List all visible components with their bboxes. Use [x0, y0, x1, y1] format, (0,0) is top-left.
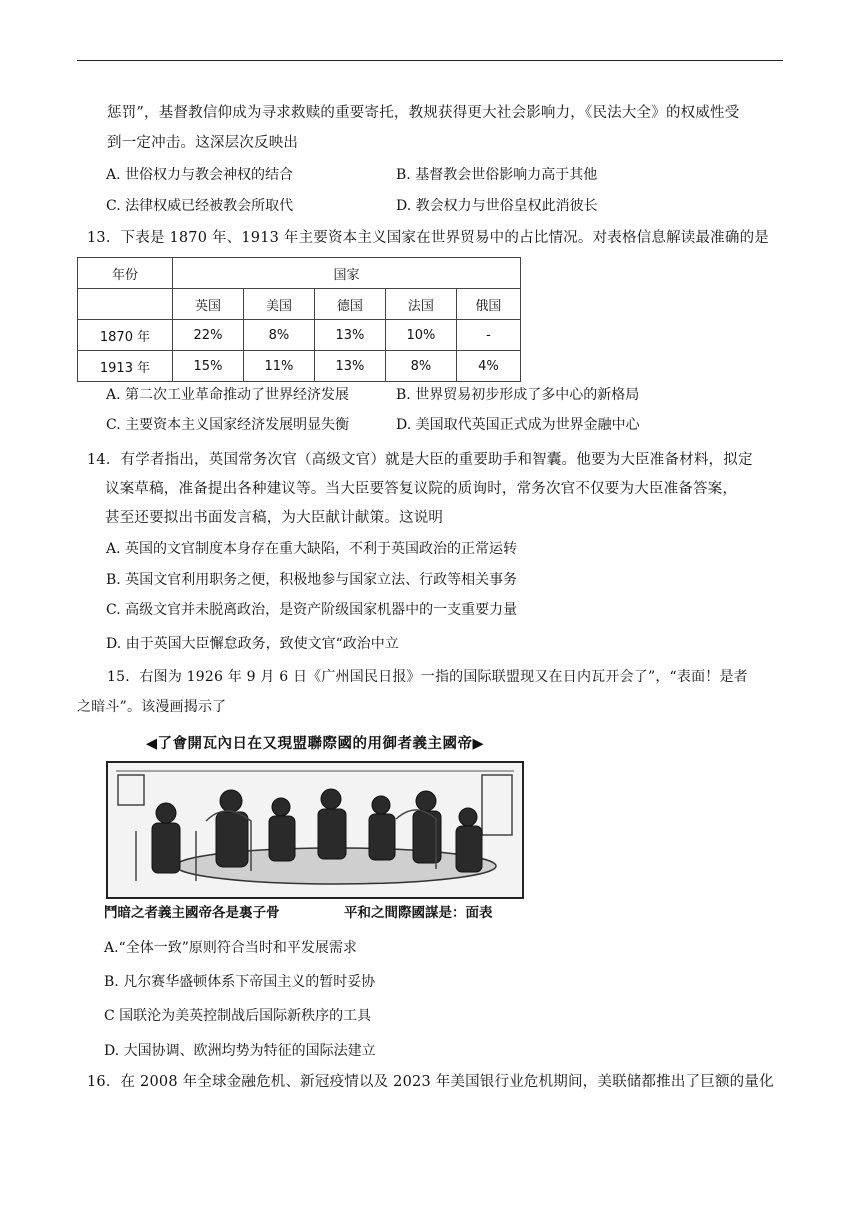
- q13-stem: 13．下表是 1870 年、1913 年主要资本主义国家在世界贸易中的占比情况。对表格信息解读最准确的是: [87, 230, 769, 246]
- cell-value: -: [456, 320, 520, 351]
- q12-option-a[interactable]: A. 世俗权力与教会神权的结合: [106, 167, 294, 183]
- q14-stem-line1: 14．有学者指出，英国常务次官（高级文官）就是大臣的重要助手和智囊。他要为大臣准备材料，拟定: [87, 452, 753, 468]
- q14-option-b[interactable]: B. 英国文官利用职务之便，积极地参与国家立法、行政等相关事务: [106, 572, 518, 588]
- table-row: [78, 320, 521, 351]
- q16-stem-line1: 16．在 2008 年全球金融危机、新冠疫情以及 2023 年美国银行业危机期间，美联储都推出了巨额的量化: [87, 1074, 774, 1090]
- q12-option-d[interactable]: D. 教会权力与世俗皇权此消彼长: [396, 198, 598, 214]
- row-year: 1913 年: [78, 351, 173, 382]
- trade-share-table: [77, 257, 521, 382]
- year-header: 年份: [78, 258, 173, 289]
- cell-value: 22%: [173, 320, 244, 351]
- q13-option-a[interactable]: A. 第二次工业革命推动了世界经济发展: [106, 387, 350, 403]
- cell-value: 8%: [385, 351, 456, 382]
- q15-option-b[interactable]: B. 凡尔赛华盛顿体系下帝国主义的暂时妥协: [104, 974, 376, 990]
- cell-value: 13%: [314, 320, 385, 351]
- cell-value: 4%: [456, 351, 520, 382]
- q14-option-c[interactable]: C. 高级文官并未脱离政治，是资产阶级国家机器中的一支重要力量: [106, 602, 518, 618]
- cell-value: 11%: [243, 351, 314, 382]
- q13-option-d[interactable]: D. 美国取代英国正式成为世界金融中心: [396, 417, 640, 433]
- cartoon-caption-right: 平和之間際國謀是：面表: [344, 905, 493, 921]
- country-uk: 英国: [173, 289, 244, 320]
- country-france: 法国: [385, 289, 456, 320]
- country-germany: 德国: [314, 289, 385, 320]
- header-rule: [77, 60, 783, 61]
- cell-value: 8%: [243, 320, 314, 351]
- q12-stem-line1: 惩罚”，基督教信仰成为寻求救赎的重要寄托，教规获得更大社会影响力，《民法大全》的权威性受: [107, 105, 740, 121]
- q13-option-c[interactable]: C. 主要资本主义国家经济发展明显失衡: [106, 417, 350, 433]
- q14-stem-line3: 甚至还要拟出书面发言稿，为大臣献计献策。这说明: [105, 510, 444, 526]
- q15-stem-line2: 之暗斗”。该漫画揭示了: [77, 699, 227, 715]
- q15-option-d[interactable]: D. 大国协调、欧洲均势为特征的国际法建立: [104, 1043, 376, 1059]
- cell-value: 10%: [385, 320, 456, 351]
- q14-stem-line2: 议案草稿，准备提出各种建议等。当大臣要答复议院的质询时，常务次官不仅要为大臣准备答案，: [105, 481, 738, 497]
- cartoon-top-caption: ◀了會開瓦內日在又現盟聯際國的用御者義主國帝▶: [145, 736, 485, 752]
- table-row: [78, 351, 521, 382]
- row-year: 1870 年: [78, 320, 173, 351]
- q12-option-b[interactable]: B. 基督教会世俗影响力高于其他: [396, 167, 598, 183]
- q15-option-c[interactable]: C 国联沦为美英控制战后国际新秩序的工具: [104, 1008, 372, 1024]
- empty-cell: [78, 289, 173, 320]
- cartoon-caption-left: 鬥暗之者義主國帝各是裏子骨: [104, 905, 280, 921]
- cartoon-illustration: [106, 761, 524, 899]
- cartoon-bottom-caption: [100, 901, 530, 926]
- q14-option-a[interactable]: A. 英国的文官制度本身存在重大缺陷，不利于英国政治的正常运转: [106, 541, 518, 557]
- cell-value: 15%: [173, 351, 244, 382]
- q12-option-c[interactable]: C. 法律权威已经被教会所取代: [106, 198, 294, 214]
- q14-option-d[interactable]: D. 由于英国大臣懈怠政务，致使文官“政治中立: [106, 636, 399, 652]
- q12-stem-line2: 到一定冲击。这深层次反映出: [107, 135, 299, 151]
- q15-option-a[interactable]: A.“全体一致”原则符合当时和平发展需求: [104, 940, 357, 956]
- political-cartoon: [100, 731, 530, 926]
- cell-value: 13%: [314, 351, 385, 382]
- country-header: 国家: [173, 258, 521, 289]
- country-us: 美国: [243, 289, 314, 320]
- country-russia: 俄国: [456, 289, 520, 320]
- q13-option-b[interactable]: B. 世界贸易初步形成了多中心的新格局: [396, 387, 640, 403]
- q15-stem-line1: 15．右图为 1926 年 9 月 6 日《广州国民日报》一指的国际联盟现又在日内瓦开会了”，“表面！是者: [107, 669, 748, 685]
